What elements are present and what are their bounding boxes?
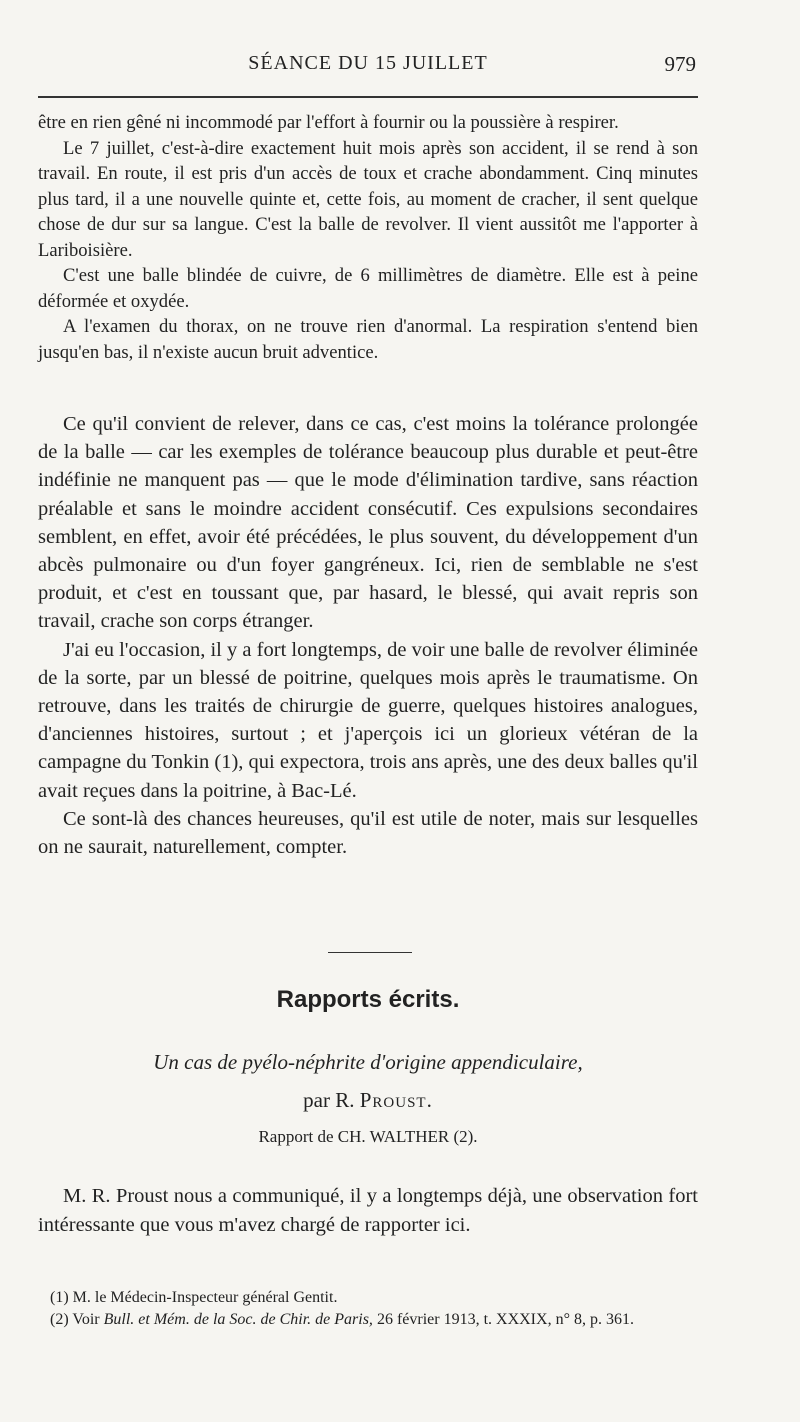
page-header	[38, 52, 698, 82]
section-title: Rapports écrits.	[276, 986, 460, 1013]
section-divider	[328, 952, 412, 953]
paragraph: J'ai eu l'occasion, il y a fort longtemps, de voir une balle de revolver éliminée de la sorte, par un blessé de poitrine, quelques mois après le traumatisme. On retrouve, dans les traités de chirurgie de guerre, quelques histoires analogues, d'anciennes histoires, surtout ; et j'aperçois ici un glorieux vétéran de la campagne du Tonkin (1), qui expectora, trois ans après, une des deux balles qu'il avait reçues dans la poitrine, à Bac-Lé.	[38, 638, 698, 802]
report-author	[38, 1088, 698, 1113]
paragraph: Le 7 juillet, c'est-à-dire exactement huit mois après son accident, il se rend à son travail. En route, il est pris d'un accès de toux et crache abondamment. Cinq minutes plus tard, il a une nouvelle quinte et, cette fois, au moment de cracher, il sent quelque chose de dur sur sa langue. C'est la balle de revolver. Il vient aussitôt me l'apporter à Lariboisière.	[38, 137, 698, 261]
footnote-1: (1) M. le Médecin-Inspecteur général Gentit.	[50, 1289, 338, 1306]
paragraph: C'est une balle blindée de cuivre, de 6 millimètres de diamètre. Elle est à peine déformée et oxydée.	[38, 265, 698, 312]
footnote-2-prefix: (2) Voir	[50, 1311, 100, 1328]
header-rule	[38, 96, 698, 98]
paragraph: Ce sont-là des chances heureuses, qu'il est utile de noter, mais sur lesquelles on ne saurait, naturellement, compter.	[38, 807, 698, 859]
page-number: 979	[664, 52, 696, 76]
footnotes	[38, 1287, 698, 1331]
case-description	[38, 110, 698, 365]
paragraph: M. R. Proust nous a communiqué, il y a longtemps déjà, une observation fort intéressante que vous m'avez chargé de rapporter ici.	[38, 1185, 698, 1236]
paragraph: être en rien gêné ni incommodé par l'effort à fournir ou la poussière à respirer.	[38, 112, 619, 133]
author-name: Proust.	[359, 1088, 433, 1112]
footnote-2-suffix: 26 février 1913, t. XXXIX, n° 8, p. 361.	[376, 1311, 634, 1328]
running-title: SÉANCE DU 15 JUILLET	[248, 52, 488, 74]
commentary	[38, 410, 698, 861]
paragraph: A l'examen du thorax, on ne trouve rien d'anormal. La respiration s'entend bien jusqu'en bas, il n'existe aucun bruit adventice.	[38, 316, 698, 363]
footnote-2	[38, 1309, 698, 1331]
report-title: Un cas de pyélo-néphrite d'origine appendiculaire,	[153, 1050, 583, 1074]
report-reporter: Rapport de CH. WALTHER (2).	[258, 1127, 478, 1146]
footnote-2-journal: Bull. et Mém. de la Soc. de Chir. de Paris,	[103, 1311, 373, 1328]
paragraph: Ce qu'il convient de relever, dans ce cas, c'est moins la tolérance prolongée de la balle — car les exemples de tolérance beaucoup plus durable et peut-être indéfinie ne manquent pas — que le mode d'élimination tardive, sans réaction préalable et sans le moindre accident consécutif. Ces expulsions secondaires semblent, en effet, avoir été précédées, le plus souvent, du développement d'un abcès pulmonaire ou d'un foyer gangréneux. Ici, rien de semblable ne s'est produit, et c'est en toussant que, par hasard, le blessé, qui avait repris son travail, crache son corps étranger.	[38, 413, 698, 633]
author-prefix: par R.	[303, 1088, 355, 1112]
report-body	[38, 1182, 698, 1240]
